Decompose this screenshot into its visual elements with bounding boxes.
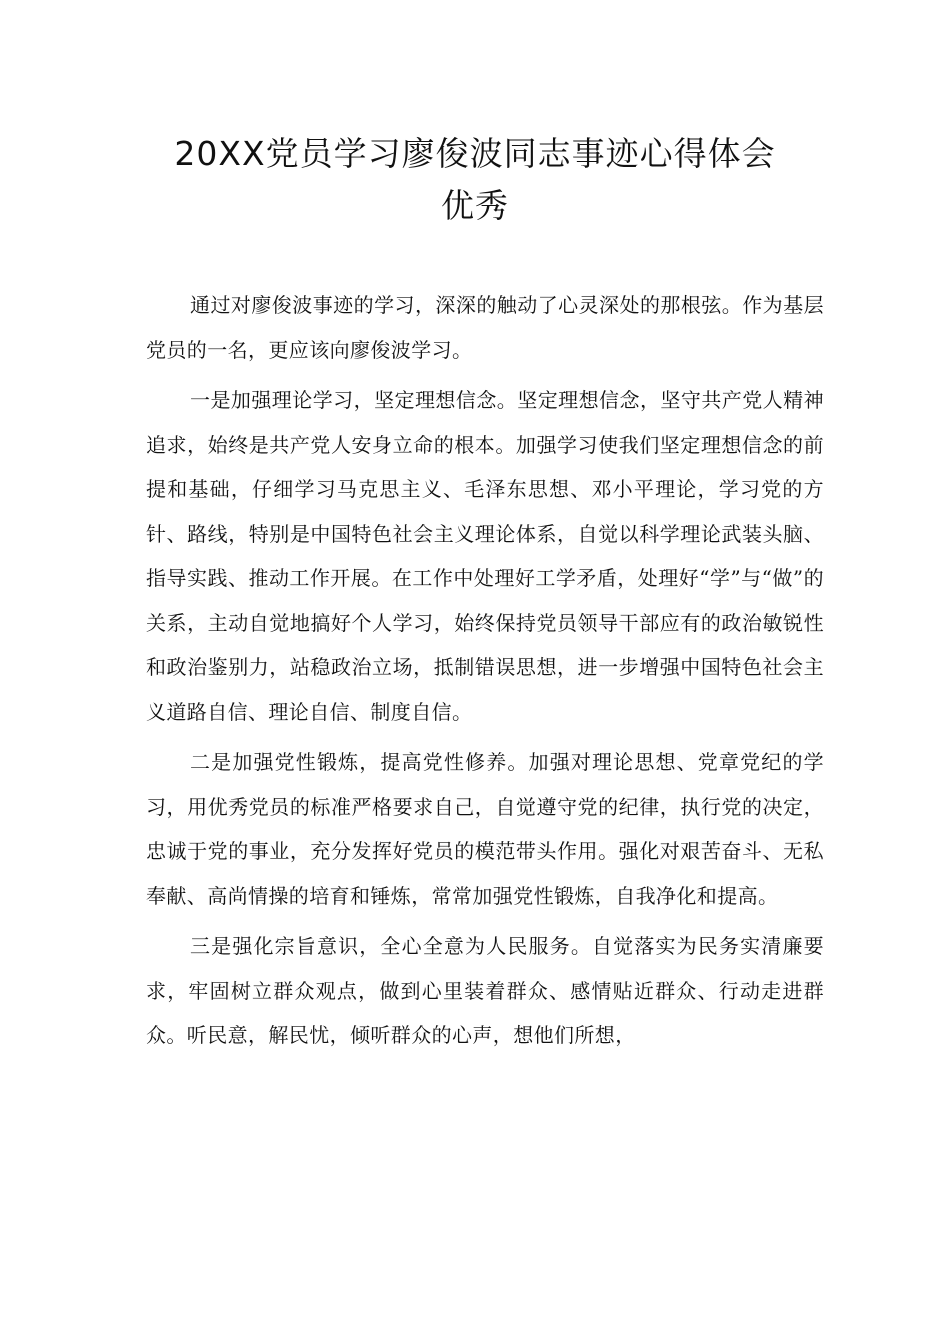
paragraph-intro: 通过对廖俊波事迹的学习，深深的触动了心灵深处的那根弦。作为基层党员的一名，更应该向廖俊波学习。 (146, 293, 824, 362)
document-title-line-2: 优秀 (441, 186, 509, 225)
document-title-line-1: 20XX党员学习廖俊波同志事迹心得体会 (174, 134, 776, 173)
paragraph-point-two: 二是加强党性锻炼，提高党性修养。加强对理论思想、党章党纪的学习，用优秀党员的标准严格要求自己，自觉遵守党的纪律，执行党的决定，忠诚于党的事业，充分发挥好党员的模范带头作用。强化对艰苦奋斗、无私奉献、高尚情操的培育和锤炼，常常加强党性锻炼，自我净化和提高。 (146, 750, 824, 908)
paragraph-point-one: 一是加强理论学习，坚定理想信念。坚定理想信念，坚守共产党人精神追求，始终是共产党人安身立命的根本。加强学习使我们坚定理想信念的前提和基础，仔细学习马克思主义、毛泽东思想、邓小平理论，学习党的方针、路线，特别是中国特色社会主义理论体系，自觉以科学理论武装头脑、指导实践、推动工作开展。在工作中处理好工学矛盾，处理好“学”与“做”的关系，主动自觉地搞好个人学习，始终保持党员领导干部应有的政治敏锐性和政治鉴别力，站稳政治立场，抵制错误思想，进一步增强中国特色社会主义道路自信、理论自信、制度自信。 (146, 388, 824, 724)
document-title (120, 128, 830, 232)
paragraph-point-three: 三是强化宗旨意识，全心全意为人民服务。自觉落实为民务实清廉要求，牢固树立群众观点，做到心里装着群众、感情贴近群众、行动走进群众。听民意，解民忧，倾听群众的心声，想他们所想， (146, 934, 824, 1047)
document-body (146, 283, 824, 1064)
